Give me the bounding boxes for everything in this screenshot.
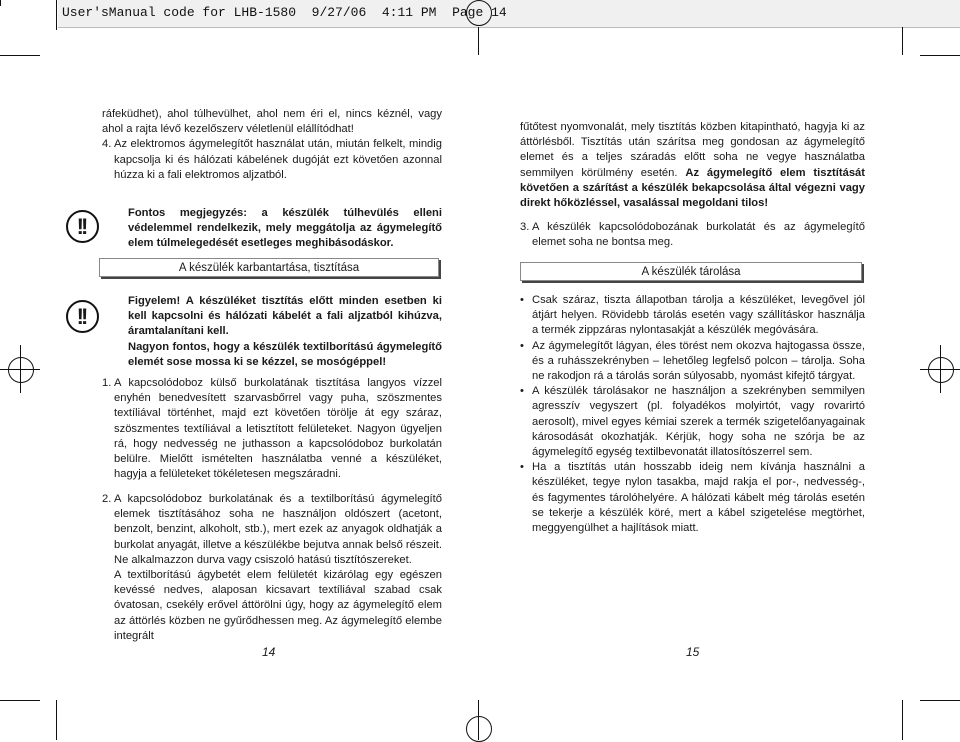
list-text: Ha a tisztítás után hosszabb ideig nem kívánja használni a készüléket, tegye nylon tasakba, majd rakja el por-, nedvesség-, és fagymentes tárolóhelyére. A hálózati kábelt még tárolás esetén se tekerje a készülék köré, mert a kábel szigetelése megtörhet, meggyengülhet a hajlítások miatt. xyxy=(532,461,865,535)
list-item-1 xyxy=(102,376,442,482)
crop-mark xyxy=(0,0,1,6)
crop-mark-top-mid-v xyxy=(478,27,479,55)
warning-note-cleaning xyxy=(128,294,442,370)
list-text: A kapcsolódoboz külső burkolatának tisztítása langyos vízzel enyhén benedvesített szarvasbőrrel vagy puha, szöszmentes textíliával történhet, majd ezt követően törölje át egy száraz, szöszmentes textíliával a letisztított felületeket. Nagyon ügyeljen rá, hogy nedvesség ne juthasson a kapcsolódoboz burkolatán belülre. Mielőtt ismételten használatba venné a készüléket, hagyja a felületeket tökéletesen megszáradni. xyxy=(114,377,442,481)
list-number: 4. xyxy=(102,138,112,151)
list-item xyxy=(520,384,865,460)
list-item-2 xyxy=(102,492,442,644)
list-item-4 xyxy=(102,137,442,183)
warning-text: Nagyon fontos, hogy a készülék textilborítású ágymelegítő elemét sose mossa ki se kézzel, se mosógéppel! xyxy=(128,340,442,368)
crop-mark-top-right-v xyxy=(902,27,903,55)
print-slug: User'sManual code for LHB-1580 9/27/06 4:11 PM Page 14 xyxy=(62,5,507,20)
crop-mark-bottom-left-v xyxy=(56,700,57,740)
registration-mark-top xyxy=(466,0,492,26)
registration-mark-left xyxy=(8,357,34,383)
list-text-part: A textilborítású ágybetét elem felületét kizárólag egy egészen kevéssé nedves, alaposan kicsavart textíliával szabad csak óvatosan, csekély erővel áttörölni úgy, hogy az ágymelegítő elem az áttörlés közben ne gyűrődhessen meg. Az ágymelegítő elembe integrált xyxy=(114,569,442,642)
intro-text: fűtőtest nyomvonalát, mely tisztítás közben kitapintható, hagyja ki az áttörlésből. Tisztítás után szárítsa meg gondosan az ágymelegítő elemet és a teljes száradás előtt soha ne vegye használatba semmilyen körülmény esetén. xyxy=(520,121,865,179)
section-heading-maintenance: A készülék karbantartása, tisztítása xyxy=(99,258,439,277)
list-text-part: A kapcsolódoboz burkolatának és a textilborítású ágymelegítő elemek tisztításához soha ne használjon oldószert (acetont, benzolt, benzint, alkoholt, stb.), mert ezek az anyagok oldhatják a burkolat anyagát, illetve a készülékbe bejutva annak belső részeit. Ne alkalmazzon durva vagy csiszoló hatású tisztítószereket. xyxy=(114,493,442,566)
left-intro xyxy=(102,107,442,183)
section-heading-storage: A készülék tárolása xyxy=(520,262,862,281)
list-number: 2. xyxy=(102,493,112,505)
intro-text: ráfeküdhet), ahol túlhevülhet, ahol nem éri el, nincs kéznél, vagy ahol a rajta lévő kezelőszerv véletlenül elállítódhat! xyxy=(102,108,442,136)
list-text xyxy=(114,492,442,644)
bullet-icon: • xyxy=(520,339,524,352)
list-text: Az ágymelegítőt lágyan, éles törést nem okozva hajtogassa össze, és a ruhásszekrényben – lehetőleg legfelső polcon – tárolja. Soha ne rakodjon rá a tárolás során súlyosabb, nyomást kifejtő tárgyat. xyxy=(532,339,865,383)
crop-mark-top-right-h xyxy=(920,55,960,56)
list-text: Az elektromos ágymelegítőt használat után, miután felkelt, mindig kapcsolja ki és hálózati kábelének dugóját ezt követően azonnal húzza ki a fali elektromos aljzatból. xyxy=(114,138,442,181)
warning-text: Figyelem! A készüléket tisztítás előtt minden esetben ki kell kapcsolni és hálózati kábelét a fali aljzatból kihúzva, áramtalanítani kell. xyxy=(128,295,442,338)
list-item xyxy=(520,460,865,536)
bullet-icon: • xyxy=(520,294,524,306)
intro-bold-text: Az ágymelegítő elem tisztítását követően a szárítást a készülék bekapcsolása által végezni vagy direkt hőközléssel, vasalással megoldani tilos! xyxy=(520,166,866,210)
list-item-3 xyxy=(520,220,865,250)
list-number: 1. xyxy=(102,377,112,389)
list-text: A készülék tárolásakor ne használjon a szekrényben semmilyen agresszív vegyszert (pl. folyadékos molyirtót, vagy rovarirtó aerosolt), mivel egyes kémiai szerek a termék szigetelőanyagainak károsodását okozhatják. Kérjük, hogy soha ne szórja be az ágymelegítő egység textilbevonatát illatosítószerrel sem. xyxy=(532,385,865,459)
right-intro xyxy=(520,120,865,211)
crop-mark-bottom-left-h xyxy=(0,700,40,701)
warning-icon: !! xyxy=(66,300,99,333)
bullet-icon: • xyxy=(520,461,524,474)
crop-mark-bottom-right-v xyxy=(902,700,903,740)
list-item xyxy=(520,293,865,339)
crop-mark-bottom-mid-v xyxy=(478,700,479,740)
crop-mark-reg-left-v xyxy=(20,345,21,393)
bullet-icon: • xyxy=(520,385,524,398)
crop-mark-top-left-v xyxy=(56,0,57,30)
registration-mark-bottom xyxy=(466,716,492,742)
registration-mark-right xyxy=(928,357,954,383)
list-number: 3. xyxy=(520,221,530,233)
crop-mark-bottom-right-h xyxy=(920,700,960,701)
crop-mark-reg-right-v xyxy=(940,345,941,393)
page-number-right: 15 xyxy=(686,645,700,659)
list-text: A készülék kapcsolódobozának burkolatát és az ágymelegítő elemet soha ne bontsa meg. xyxy=(532,221,865,249)
list-text: Csak száraz, tiszta állapotban tárolja a készüléket, levegővel jól átjárt helyen. Rövidebb tárolás esetén vagy szállításkor használja a termék zippzáras nylontasakját a készülék megóvására. xyxy=(532,294,865,337)
list-item xyxy=(520,339,865,385)
warning-note-overheat: Fontos megjegyzés: a készülék túlhevülés elleni védelemmel rendelkezik, mely meggátolja az ágymelegítő elem túlmelegedését esetleges meghibásodáskor. xyxy=(128,207,442,250)
page-number-left: 14 xyxy=(262,645,276,659)
warning-icon: !! xyxy=(66,210,99,243)
crop-mark-top-left-h xyxy=(0,55,40,56)
storage-bullet-list xyxy=(520,293,865,536)
